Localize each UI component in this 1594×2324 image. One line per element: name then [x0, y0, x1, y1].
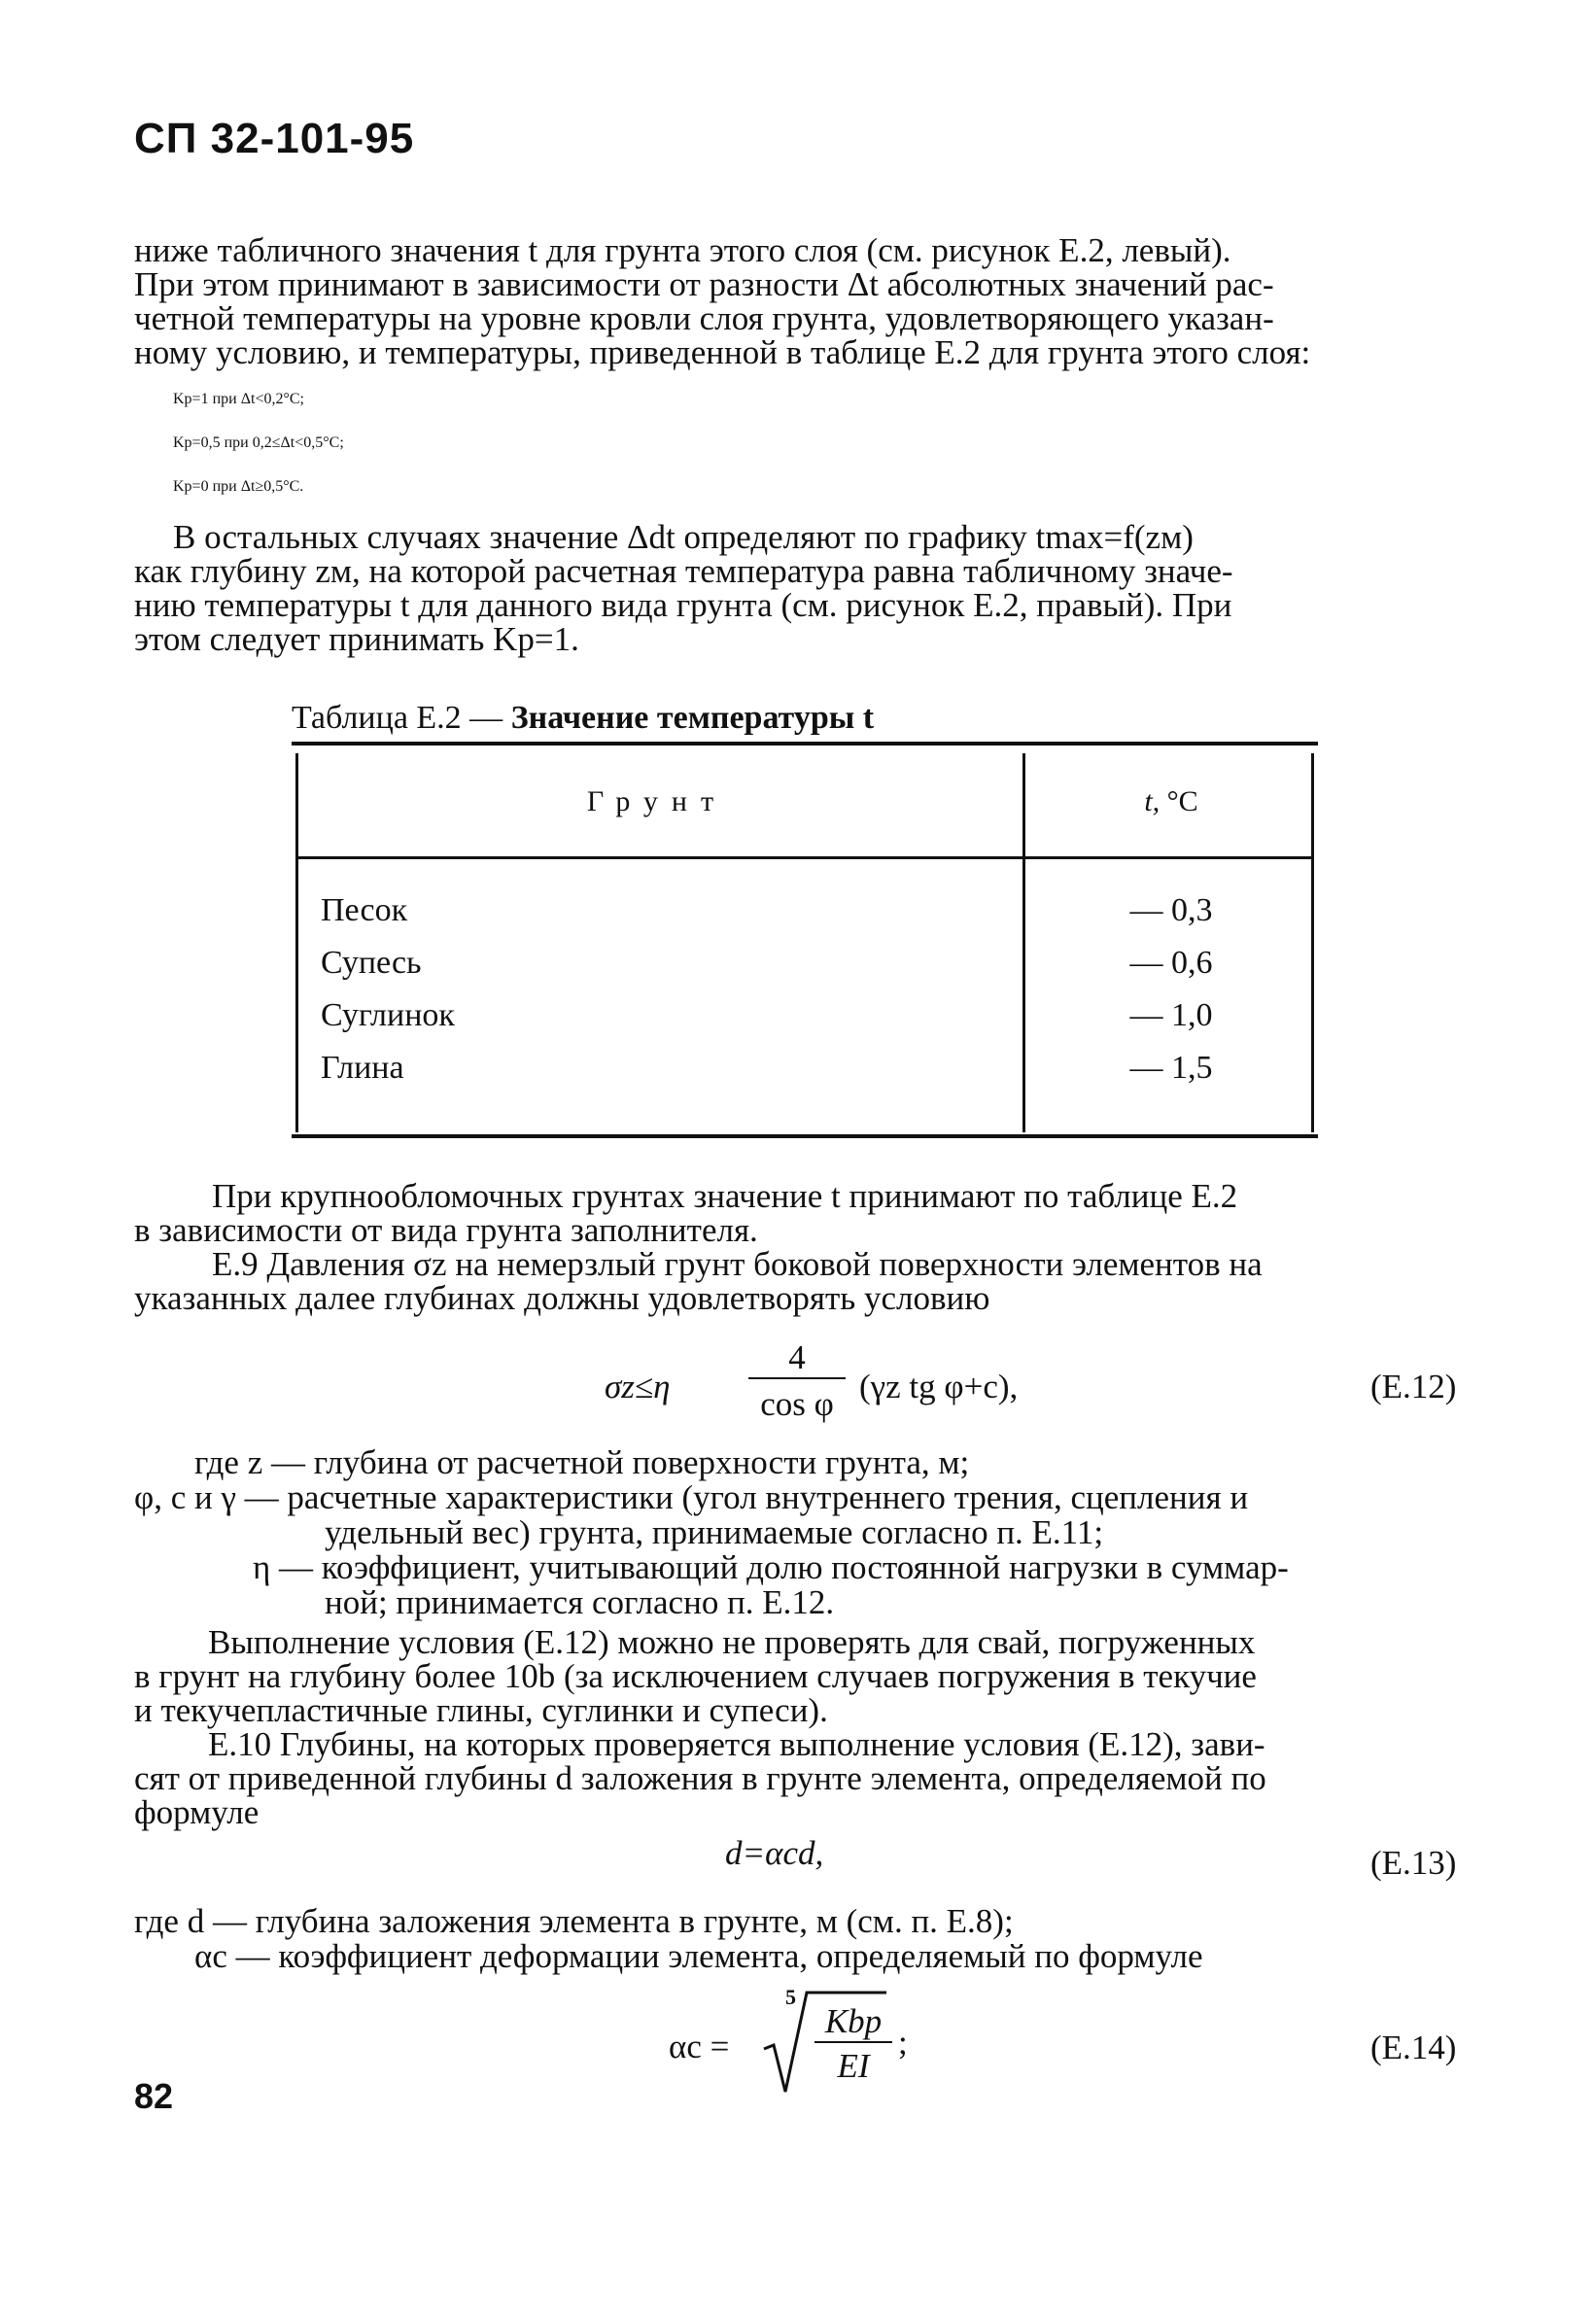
other-cases-paragraph	[134, 520, 1475, 656]
table-caption	[292, 700, 874, 737]
eq12-denominator: cos φ	[760, 1385, 834, 1423]
soil-cell: Суглинок	[321, 997, 455, 1033]
temperature-cell: — 0,3	[1129, 892, 1213, 928]
page-number: 82	[134, 2076, 174, 2116]
text-line: В остальных случаях значение Δdt определяют по графику tmax=f(zм)	[173, 518, 1194, 556]
after-table-paragraph	[134, 1179, 1475, 1315]
e12-definitions	[134, 1445, 1475, 1620]
column-header-temperature	[1025, 785, 1317, 818]
definition-z: где z — глубина от расчетной поверхности грунта, м;	[194, 1443, 970, 1481]
fraction-bar	[748, 1377, 846, 1379]
e10-paragraph	[134, 1727, 1475, 1829]
temperature-table	[292, 742, 1318, 1138]
table-top-rule	[292, 742, 1318, 746]
text-line: Выполнение условия (Е.12) можно не проверять для свай, погруженных	[208, 1623, 1256, 1661]
text-line: указанных далее глубинах должны удовлетворять условию	[134, 1279, 990, 1317]
eq14-tail: ;	[898, 2024, 908, 2062]
definition-alpha: αс — коэффициент деформации элемента, определяемый по формуле	[194, 1937, 1203, 1975]
text-line: Е.9 Давления σz на немерзлый грунт боковой поверхности элементов на	[212, 1245, 1263, 1283]
equation-number-e13: (Е.13)	[1370, 1844, 1457, 1882]
table-row	[292, 945, 1318, 997]
text-line: При крупнообломочных грунтах значение t принимают по таблице Е.2	[212, 1177, 1238, 1215]
eq14-numerator: Kbр	[824, 2002, 883, 2040]
kp-condition-2: Kр=0,5 при 0,2≤Δt<0,5°С;	[173, 434, 344, 451]
column-header-t-var: t,	[1144, 785, 1161, 817]
eq14-root-index: 5	[785, 1985, 796, 2009]
text-line: Е.10 Глубины, на которых проверяется выполнение условия (Е.12), зави-	[208, 1725, 1265, 1763]
table-row	[292, 997, 1318, 1050]
table-row	[292, 892, 1318, 945]
text-line: ному условию, и температуры, приведенной в таблице Е.2 для грунта этого слоя:	[134, 333, 1311, 371]
definition-eta-line2: ной; принимается согласно п. Е.12.	[325, 1583, 835, 1621]
soil-cell: Глина	[321, 1050, 404, 1086]
table-row	[292, 1050, 1318, 1102]
table-caption-prefix: Таблица Е.2 —	[292, 700, 511, 736]
eq12-rhs: (γz tg φ+c),	[859, 1368, 1019, 1405]
table-bottom-rule	[292, 1134, 1318, 1138]
kp-condition-3: Kр=0 при Δt≥0,5°С.	[173, 478, 304, 495]
text-line: нию температуры t для данного вида грунта (см. рисунок Е.2, правый). При	[134, 586, 1232, 624]
text-line: формуле	[134, 1793, 260, 1831]
condition-check-paragraph	[134, 1625, 1475, 1727]
text-line: При этом принимают в зависимости от разности Δt абсолютных значений рас-	[134, 265, 1274, 303]
text-line: и текучепластичные глины, суглинки и супеси).	[134, 1691, 828, 1729]
soil-cell: Песок	[321, 892, 408, 928]
equation-e13: d=αсd,	[725, 1834, 824, 1872]
definition-phi-line1: φ, c и γ — расчетные характеристики (угол внутреннего трения, сцепления и	[134, 1478, 1249, 1516]
eq12-lhs: σz≤η	[605, 1368, 671, 1405]
eq14-lhs: αс =	[669, 2028, 730, 2065]
document-header: СП 32-101-95	[134, 115, 415, 162]
equation-number-e12: (Е.12)	[1370, 1368, 1457, 1405]
definition-phi-line2: удельный вес) грунта, принимаемые согласно п. Е.11;	[325, 1513, 1104, 1551]
definition-d: где d — глубина заложения элемента в грунте, м (см. п. Е.8);	[134, 1902, 1014, 1940]
intro-paragraph	[134, 233, 1475, 369]
kp-condition-1: Kр=1 при Δt<0,2°С;	[173, 391, 304, 407]
equation-number-e14: (Е.14)	[1370, 2029, 1457, 2066]
soil-cell: Супесь	[321, 945, 422, 981]
eq12-numerator: 4	[788, 1338, 806, 1376]
table-header-rule	[296, 856, 1312, 859]
definition-eta-line1: η — коэффициент, учитывающий долю постоянной нагрузки в суммар-	[253, 1548, 1289, 1586]
kp-conditions	[173, 391, 344, 522]
fraction-bar	[814, 2041, 892, 2043]
text-line: как глубину zм, на которой расчетная температура равна табличному значе-	[134, 552, 1233, 590]
table-caption-title: Значение температуры t	[510, 700, 875, 736]
text-line: в зависимости от вида грунта заполнителя.	[134, 1211, 758, 1249]
temperature-cell: — 1,5	[1129, 1050, 1213, 1086]
e13-definitions	[134, 1904, 1475, 1974]
text-line: четной температуры на уровне кровли слоя грунта, удовлетворяющего указан-	[134, 299, 1274, 337]
text-line: ниже табличного значения t для грунта этого слоя (см. рисунок Е.2, левый).	[134, 231, 1231, 269]
temperature-cell: — 1,0	[1129, 997, 1213, 1033]
column-header-soil: Грунт	[586, 785, 728, 817]
eq14-denominator: EI	[837, 2047, 870, 2085]
text-line: этом следует принимать Kр=1.	[134, 620, 579, 658]
text-line: сят от приведенной глубины d заложения в грунте элемента, определяемой по	[134, 1759, 1266, 1797]
column-header-t-unit: °С	[1166, 785, 1198, 817]
text-line: в грунт на глубину более 10b (за исключением случаев погружения в текучие	[134, 1657, 1257, 1695]
temperature-cell: — 0,6	[1129, 945, 1213, 981]
